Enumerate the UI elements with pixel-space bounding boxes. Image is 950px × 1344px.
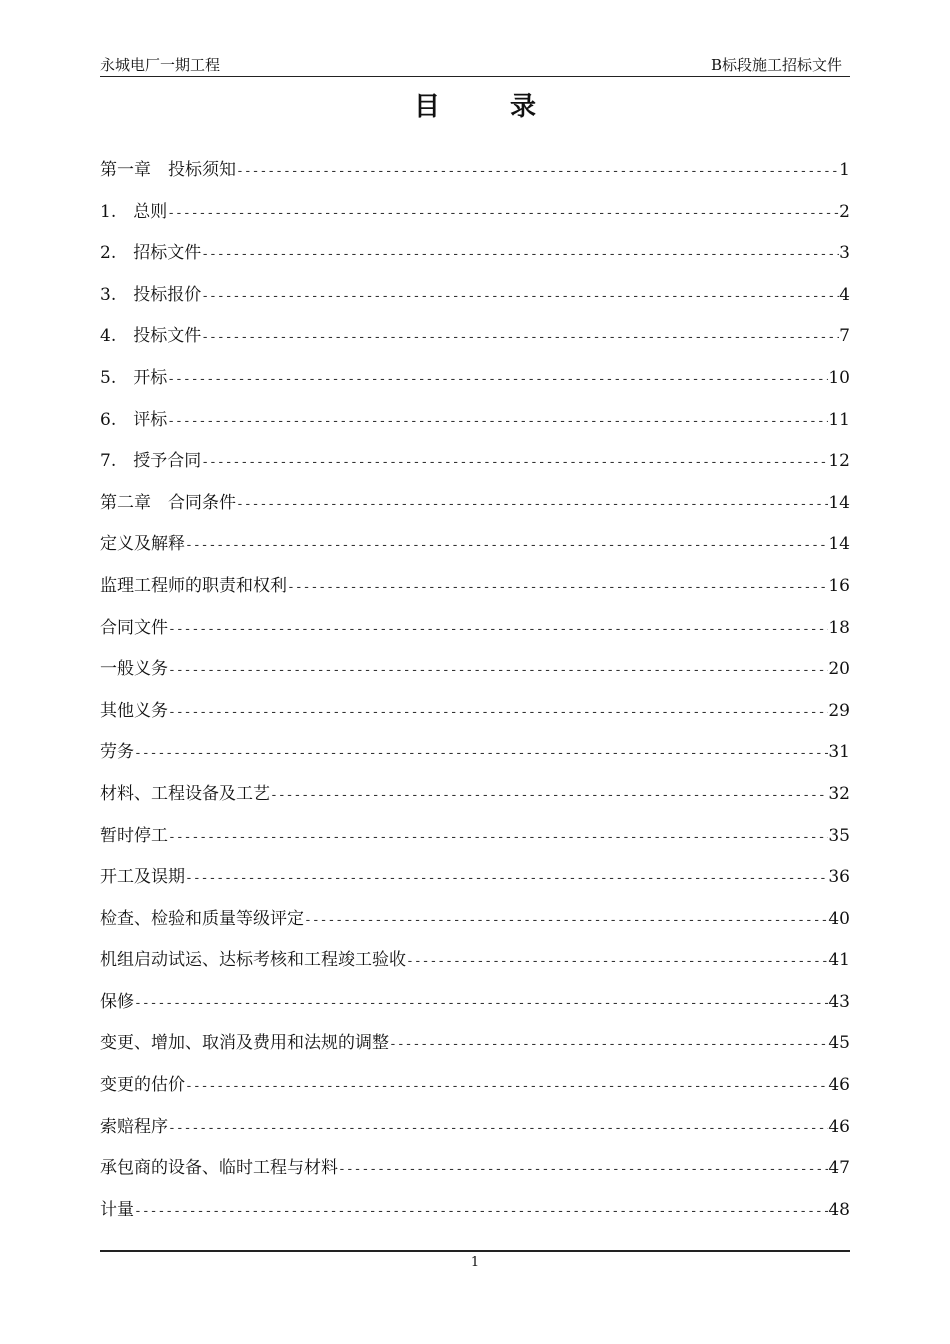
toc-entry[interactable] <box>100 400 850 442</box>
toc-entry-page: 10 <box>828 367 850 388</box>
toc-leader <box>304 900 828 942</box>
toc-entry[interactable] <box>100 441 850 483</box>
toc-entry[interactable] <box>100 691 850 733</box>
header-project-name: 永城电厂一期工程 <box>100 56 221 74</box>
toc-entry[interactable] <box>100 649 850 691</box>
toc-entry-label: 第二章 合同条件 <box>100 492 236 513</box>
toc-entry-label: 1. 总则 <box>100 201 168 222</box>
toc-entry-label: 劳务 <box>100 742 134 763</box>
toc-entry-label: 开工及误期 <box>100 867 185 888</box>
page-number: 1 <box>470 1255 480 1270</box>
toc-entry-page: 36 <box>828 867 850 888</box>
toc-leader <box>134 1191 828 1233</box>
toc-leader <box>168 1108 828 1150</box>
toc-entry[interactable] <box>100 1107 850 1149</box>
toc-entry-page: 29 <box>828 700 850 721</box>
toc-entry-label: 计量 <box>100 1199 134 1220</box>
toc-entry-label: 6. 评标 <box>100 409 168 430</box>
toc-entry-label: 变更的估价 <box>100 1075 185 1096</box>
toc-leader <box>134 983 828 1025</box>
toc-leader <box>167 359 828 401</box>
toc-entry-page: 46 <box>828 1116 850 1137</box>
toc-entry[interactable] <box>100 316 850 358</box>
toc-entry-page: 20 <box>828 659 850 680</box>
toc-entry[interactable] <box>100 608 850 650</box>
toc-entry[interactable] <box>100 358 850 400</box>
toc-entry-page: 4 <box>839 284 850 305</box>
toc-entry[interactable] <box>100 483 850 525</box>
footer-divider <box>100 1250 850 1252</box>
toc-entry[interactable] <box>100 774 850 816</box>
toc-entry[interactable] <box>100 732 850 774</box>
toc-entry[interactable] <box>100 566 850 608</box>
toc-entry-label: 其他义务 <box>100 700 168 721</box>
toc-entry[interactable] <box>100 275 850 317</box>
toc-entry-page: 32 <box>828 783 850 804</box>
toc-entry-page: 11 <box>828 409 850 430</box>
toc-entry-page: 16 <box>828 575 850 596</box>
toc-entry-page: 31 <box>828 742 850 763</box>
toc-entry[interactable] <box>100 1190 850 1232</box>
toc-leader <box>201 442 828 484</box>
toc-leader <box>201 234 839 276</box>
toc-entry-label: 4. 投标文件 <box>100 326 202 347</box>
toc-leader <box>406 941 828 983</box>
toc-entry-page: 41 <box>828 950 850 971</box>
toc-entry-label: 检查、检验和质量等级评定 <box>100 908 304 929</box>
toc-leader <box>185 1066 828 1108</box>
toc-entry-label: 7. 授予合同 <box>100 451 202 472</box>
toc-entry-label: 2. 招标文件 <box>100 243 202 264</box>
page-title <box>0 86 950 123</box>
toc-entry[interactable] <box>100 150 850 192</box>
toc-leader <box>287 567 828 609</box>
toc-entry[interactable] <box>100 982 850 1024</box>
toc-entry-label: 第一章 投标须知 <box>100 160 236 180</box>
toc-entry[interactable] <box>100 1023 850 1065</box>
toc-entry[interactable] <box>100 1148 850 1190</box>
toc-leader <box>168 650 828 692</box>
toc-entry-label: 一般义务 <box>100 659 168 680</box>
toc-entry-page: 35 <box>828 825 850 846</box>
toc-leader <box>270 775 828 817</box>
toc-entry[interactable] <box>100 192 850 234</box>
toc-leader <box>236 151 839 193</box>
toc-entry-label: 3. 投标报价 <box>100 284 202 305</box>
toc-entry-page: 12 <box>828 451 850 472</box>
toc-entry[interactable] <box>100 940 850 982</box>
table-of-contents <box>100 150 850 1231</box>
toc-leader <box>201 276 839 318</box>
toc-entry-page: 7 <box>839 326 850 347</box>
toc-entry-label: 材料、工程设备及工艺 <box>100 783 270 804</box>
toc-leader <box>134 733 828 775</box>
toc-entry-page: 14 <box>828 492 850 513</box>
toc-leader <box>168 609 828 651</box>
toc-entry[interactable] <box>100 816 850 858</box>
toc-entry-label: 承包商的设备、临时工程与材料 <box>100 1158 338 1179</box>
toc-entry-label: 变更、增加、取消及费用和法规的调整 <box>100 1033 389 1054</box>
toc-leader <box>185 858 828 900</box>
toc-entry-label: 索赔程序 <box>100 1116 168 1137</box>
toc-entry[interactable] <box>100 524 850 566</box>
title-char-2: 录 <box>510 92 537 122</box>
toc-entry-label: 定义及解释 <box>100 534 185 555</box>
toc-entry-page: 47 <box>828 1158 850 1179</box>
toc-leader <box>168 817 828 859</box>
toc-leader <box>167 401 828 443</box>
toc-entry[interactable] <box>100 1065 850 1107</box>
toc-entry[interactable] <box>100 857 850 899</box>
header-document-name: B标段施工招标文件 <box>710 56 842 74</box>
toc-leader <box>167 193 839 235</box>
toc-leader <box>389 1024 828 1066</box>
toc-entry-page: 40 <box>828 908 850 929</box>
page-header <box>100 54 850 77</box>
toc-entry-page: 48 <box>828 1199 850 1220</box>
toc-entry-label: 合同文件 <box>100 617 168 638</box>
toc-entry-page: 3 <box>839 243 850 264</box>
toc-entry-page: 1 <box>839 160 850 180</box>
toc-entry-label: 5. 开标 <box>100 367 168 388</box>
toc-entry-page: 2 <box>839 201 850 222</box>
toc-entry-page: 14 <box>828 534 850 555</box>
toc-entry-page: 45 <box>828 1033 850 1054</box>
toc-leader <box>185 525 828 567</box>
toc-entry-label: 暂时停工 <box>100 825 168 846</box>
title-char-1: 目 <box>413 92 440 122</box>
toc-entry[interactable] <box>100 233 850 275</box>
toc-leader <box>236 484 828 526</box>
toc-entry-page: 18 <box>828 617 850 638</box>
toc-entry-page: 43 <box>828 991 850 1012</box>
toc-leader <box>338 1149 828 1191</box>
toc-entry-label: 保修 <box>100 991 134 1012</box>
toc-entry[interactable] <box>100 899 850 941</box>
toc-entry-page: 46 <box>828 1075 850 1096</box>
toc-leader <box>201 317 839 359</box>
toc-entry-label: 机组启动试运、达标考核和工程竣工验收 <box>100 950 406 971</box>
toc-leader <box>168 692 828 734</box>
toc-entry-label: 监理工程师的职责和权利 <box>100 575 287 596</box>
